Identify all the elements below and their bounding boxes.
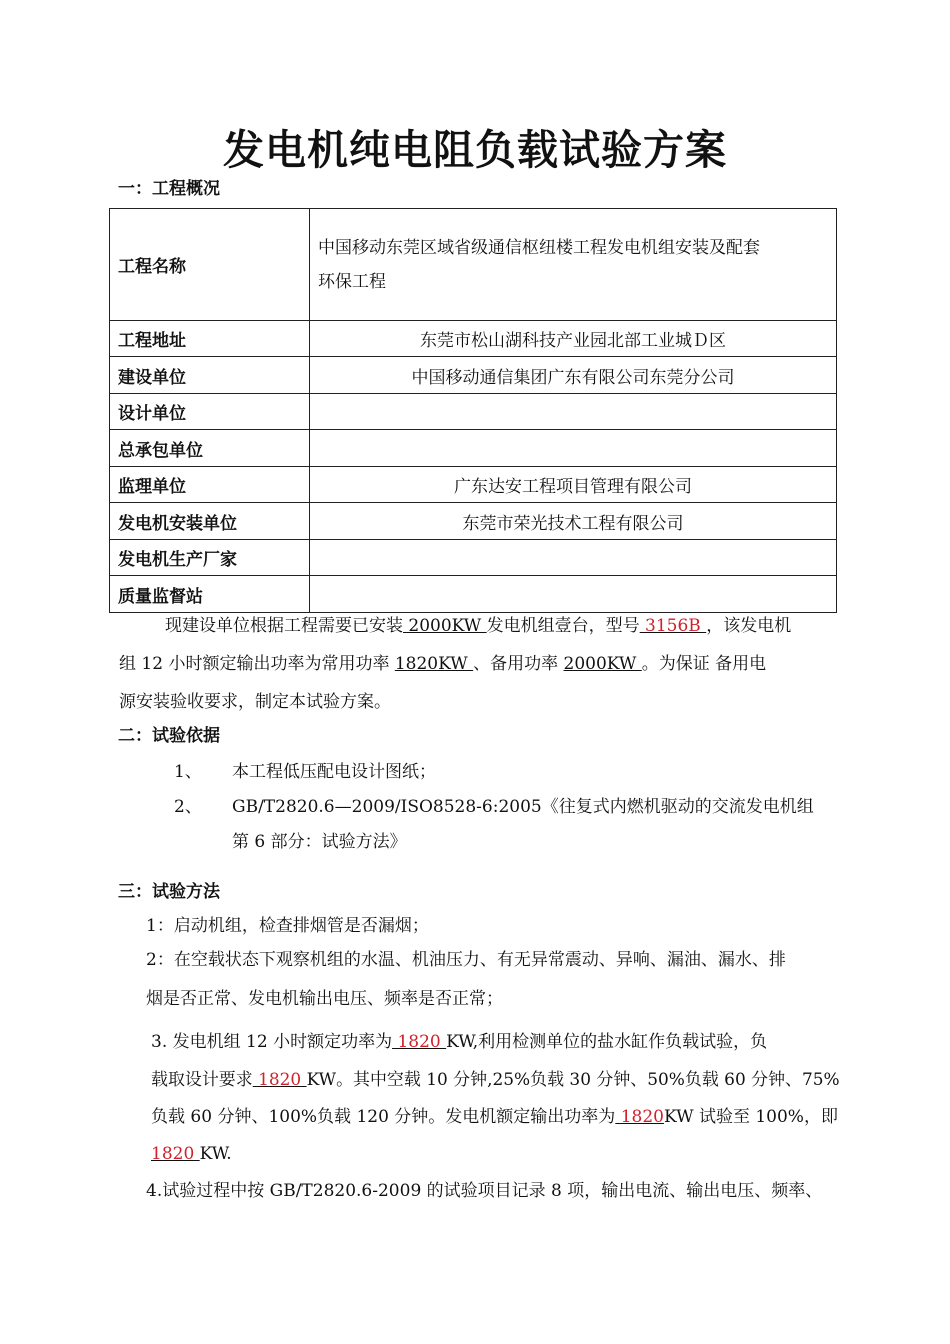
row-label: 工程名称 xyxy=(110,209,310,321)
intro-text: 组 12 小时额定输出功率为常用功率 xyxy=(119,654,395,674)
row-label: 质量监督站 xyxy=(110,576,310,613)
installed-power-value: 2000KW xyxy=(403,616,487,636)
method-3-line-2 xyxy=(151,1068,840,1092)
method-text: 负载 60 分钟、100%负载 120 分钟。发电机额定输出功率为 xyxy=(151,1107,616,1127)
model-value: 3156B xyxy=(639,616,707,636)
value-line: 环保工程 xyxy=(318,271,386,292)
table-row xyxy=(110,357,837,394)
intro-text: 。为保证 备用电 xyxy=(641,654,767,674)
intro-line-2 xyxy=(119,652,766,676)
method-text: KW. xyxy=(199,1144,232,1164)
method-text: 3. 发电机组 12 小时额定功率为 xyxy=(151,1032,393,1052)
backup-power-value: 2000KW xyxy=(563,654,642,674)
basis-item-2-line-2: 第 6 部分：试验方法》 xyxy=(232,832,407,852)
method-3-line-1 xyxy=(151,1030,767,1054)
table-row xyxy=(110,576,837,613)
load-value: 1820 xyxy=(252,1070,307,1090)
intro-text: 发电机组壹台，型号 xyxy=(486,616,640,636)
method-text: 载取设计要求 xyxy=(151,1070,253,1090)
row-label: 建设单位 xyxy=(110,357,310,394)
table-row xyxy=(110,209,837,321)
row-label: 设计单位 xyxy=(110,394,310,430)
table-row xyxy=(110,540,837,576)
table-row xyxy=(110,321,837,357)
intro-text: 现建设单位根据工程需要已安装 xyxy=(165,616,403,636)
intro-text: ，该发电机 xyxy=(706,616,792,636)
row-value xyxy=(310,540,837,576)
table-row xyxy=(110,467,837,503)
value-line: 中国移动东莞区域省级通信枢纽楼工程发电机组安装及配套 xyxy=(318,237,760,258)
row-value xyxy=(310,430,837,467)
section-1-heading: 一：工程概况 xyxy=(118,179,220,199)
row-label: 总承包单位 xyxy=(110,430,310,467)
method-text: KW。其中空载 10 分钟,25%负载 30 分钟、50%负载 60 分钟、75% xyxy=(306,1070,840,1090)
common-power-value: 1820KW xyxy=(394,654,474,674)
section-2-heading: 二：试验依据 xyxy=(118,726,220,746)
row-value: 中国移动通信集团广东有限公司东莞分公司 xyxy=(310,357,837,394)
table-row xyxy=(110,394,837,430)
method-1: 1：启动机组，检查排烟管是否漏烟； xyxy=(146,916,429,936)
row-label: 监理单位 xyxy=(110,467,310,503)
method-text: KW 试验至 100%，即 xyxy=(663,1107,838,1127)
document-title: 发电机纯电阻负载试验方案 xyxy=(223,126,727,174)
intro-line-3: 源安装验收要求，制定本试验方案。 xyxy=(119,692,391,712)
row-label: 发电机生产厂家 xyxy=(110,540,310,576)
method-4: 4.试验过程中按 GB/T2820.6-2009 的试验项目记录 8 项，输出电流、输出电压、频率、 xyxy=(146,1181,823,1201)
rated-output-value: 1820 xyxy=(615,1107,664,1127)
basis-item-1-text: 本工程低压配电设计图纸； xyxy=(232,762,436,782)
intro-line-1 xyxy=(165,614,791,638)
method-3-line-4 xyxy=(151,1142,232,1166)
row-value: 广东达安工程项目管理有限公司 xyxy=(310,467,837,503)
method-text: KW,利用检测单位的盐水缸作负载试验，负 xyxy=(446,1032,768,1052)
basis-item-2-number: 2、 xyxy=(174,797,202,817)
basis-item-1-number: 1、 xyxy=(174,762,202,782)
table-row xyxy=(110,430,837,467)
row-value xyxy=(310,394,837,430)
project-info-table xyxy=(109,208,837,613)
row-label: 工程地址 xyxy=(110,321,310,357)
row-value xyxy=(310,209,837,321)
section-3-heading: 三：试验方法 xyxy=(118,882,220,902)
method-2-line-2: 烟是否正常、发电机输出电压、频率是否正常； xyxy=(146,989,503,1009)
row-value xyxy=(310,576,837,613)
basis-item-2-line-1: GB/T2820.6—2009/ISO8528-6:2005《往复式内燃机驱动的交流发电机组 xyxy=(232,797,814,817)
row-label: 发电机安装单位 xyxy=(110,503,310,540)
table-row xyxy=(110,503,837,540)
test-power-value: 1820 xyxy=(151,1144,200,1164)
method-2-line-1: 2：在空载状态下观察机组的水温、机油压力、有无异常震动、异响、漏油、漏水、排 xyxy=(146,950,786,970)
row-value: 东莞市松山湖科技产业园北部工业城Ｄ区 xyxy=(310,321,837,357)
row-value: 东莞市荣光技术工程有限公司 xyxy=(310,503,837,540)
rated-power-value: 1820 xyxy=(392,1032,447,1052)
intro-text: 、备用功率 xyxy=(473,654,564,674)
method-3-line-3 xyxy=(151,1105,838,1129)
